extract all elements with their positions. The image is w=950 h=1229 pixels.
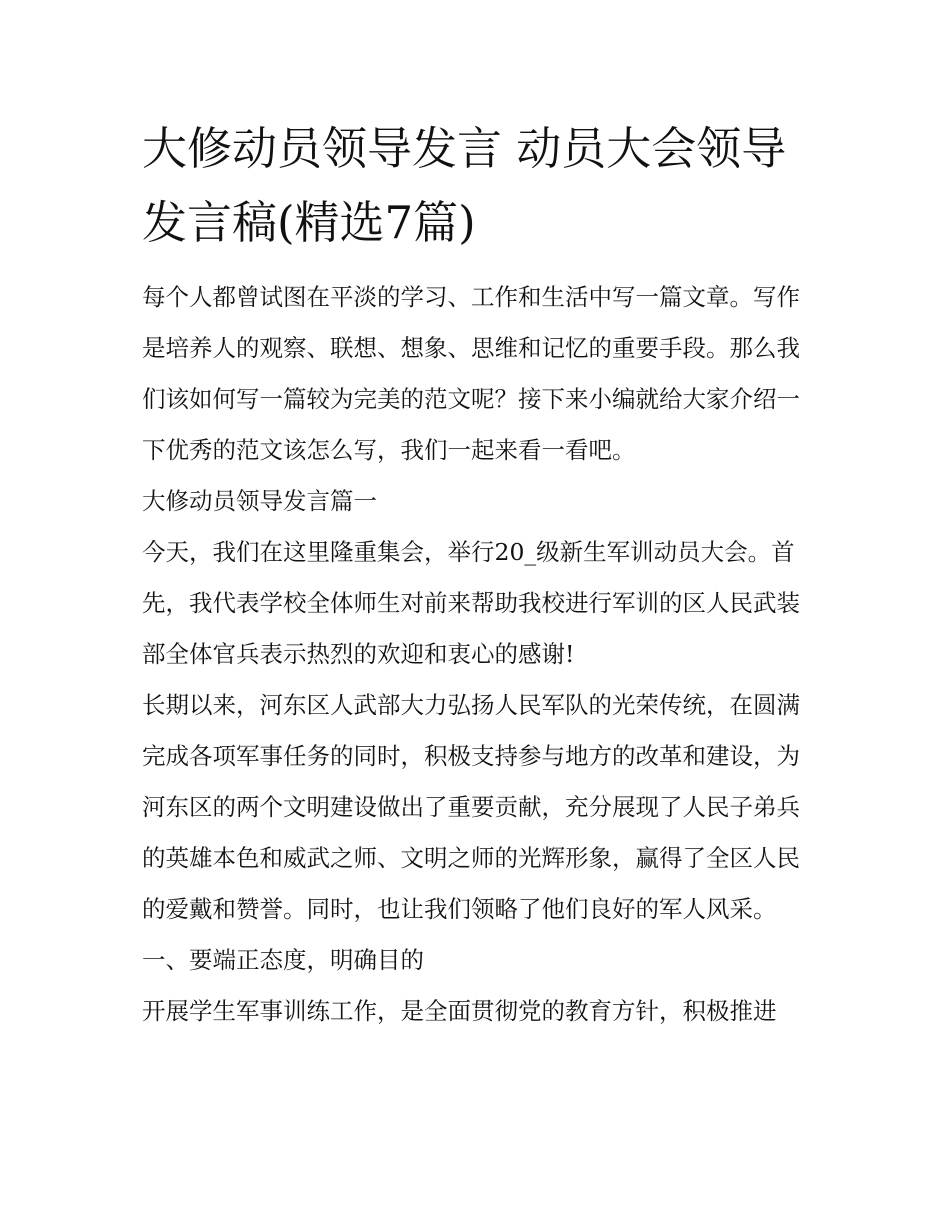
intro-paragraph: 每个人都曾试图在平淡的学习、工作和生活中写一篇文章。写作是培养人的观察、联想、想象、思维和记忆的重要手段。那么我们该如何写一篇较为完美的范文呢？接下来小编就给大家介绍一下优秀的范文该怎么写，我们一起来看一看吧。: [142, 283, 800, 464]
subsection-heading: 一、要端正态度，明确目的: [142, 946, 424, 974]
document-page: [142, 112, 814, 1037]
body-paragraph: 今天，我们在这里隆重集会，举行20_级新生军训动员大会。首先，我代表学校全体师生对前来帮助我校进行军训的区人民武装部全体官兵表示热烈的欢迎和衷心的感谢!: [142, 538, 800, 668]
section-heading: 大修动员领导发言篇一: [142, 487, 377, 515]
body-paragraph: 长期以来，河东区人武部大力弘扬人民军队的光荣传统，在圆满完成各项军事任务的同时，积极支持参与地方的改革和建设，为河东区的两个文明建设做出了重要贡献，充分展现了人民子弟兵的英雄本色和威武之师、文明之师的光辉形象，赢得了全区人民的爱戴和赞誉。同时，也让我们领略了他们良好的军人风采。: [142, 691, 800, 923]
document-title: 大修动员领导发言 动员大会领导发言稿(精选7篇): [142, 122, 787, 249]
document-body: [142, 272, 814, 1037]
body-paragraph: 开展学生军事训练工作，是全面贯彻党的教育方针，积极推进: [142, 997, 777, 1025]
